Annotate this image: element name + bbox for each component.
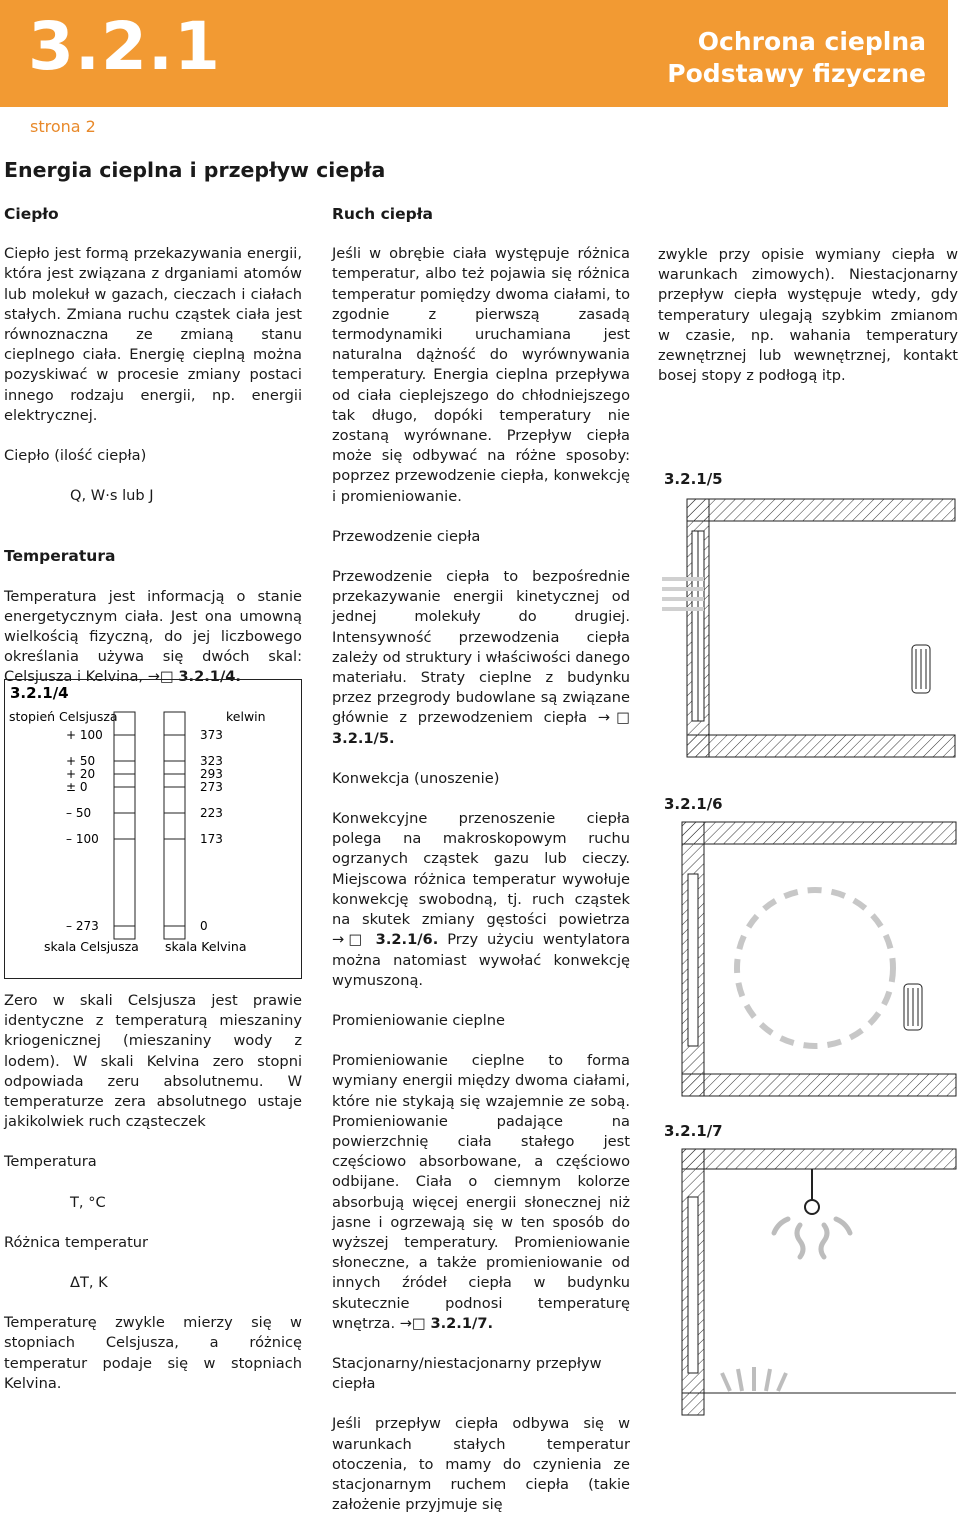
celsius-caption: skala Celsjusza <box>44 939 139 954</box>
sub-promieniowanie: Promieniowanie cieplne <box>332 1011 506 1029</box>
column-1-bottom <box>4 991 302 1394</box>
paragraph-stacjonarny: Jeśli przepływ ciepła odbywa się w warunkach stałych temperatur otoczenia, to mamy do czynienia ze stacjonarnym ruchem ciepła (takie założenie przyjmuje się <box>332 1415 630 1514</box>
kelvin-column <box>164 712 185 939</box>
figure-radiation <box>660 1145 958 1417</box>
cieplo-label: Ciepło (ilość ciepła) <box>4 447 147 465</box>
figure-convection <box>660 818 958 1100</box>
celsius-tick-label: + 100 <box>66 728 103 742</box>
column-1-top <box>4 204 302 688</box>
link-arrow-icon: →□ <box>597 709 630 727</box>
kelvin-tick-label: 223 <box>200 806 223 820</box>
paragraph-zero: Zero w skali Celsjusza jest prawie identyczne z temperaturą mieszaniny kriogenicznej (mieszaniny wody z lodem). W skali Kelvina zero stopni odpowiada zeru absolutnemu. W temperaturze zera absolutnego ustaje jakikolwiek ruch cząsteczek <box>4 992 302 1131</box>
figure-ref-4: 3.2.1/4. <box>178 668 241 686</box>
figure-label: 3.2.1/4 <box>10 684 69 702</box>
celsius-tick-label: – 100 <box>66 832 99 846</box>
figure-7-label: 3.2.1/7 <box>664 1122 723 1140</box>
paragraph-ruch: Jeśli w obrębie ciała występuje różnica temperatur, albo też pojawia się różnica temperatur pomiędzy dwoma ciałami, to zgodnie z pierwszą zasadą termodynamiki uruchamiana jest naturalna dążność do wyrównywania temperatury. Energia cieplna przepływa od ciała cieplejszego do chłodniejszego tak długo, dopóki temperatury nie zostaną wyrównane. Przepływ ciepła może się odbywać na różne sposoby: poprzez przewodzenie ciepła, konwekcję i promieniowanie. <box>332 245 630 505</box>
celsius-tick-label: + 20 <box>66 767 96 781</box>
celsius-tick-label: ± 0 <box>66 780 88 794</box>
celsius-ticks <box>66 728 135 933</box>
figure-6-label: 3.2.1/6 <box>664 795 723 813</box>
celsius-column <box>114 712 135 939</box>
paragraph-cieplo: Ciepło jest formą przekazywania energii, która jest związana z drganiami atomów lub molekuł w gazach, cieczach i ciałach stałych. Zmiana ruchu cząstek ciała jest równoznaczna ze zmianą stanu cieplnego ciała. Energię cieplną można pozyskiwać w procesie zmiany postaci innego rodzaju energii, np. energii elektrycznej. <box>4 245 302 424</box>
heading-ruch-ciepla: Ruch ciepła <box>332 205 433 223</box>
link-arrow-icon: →□ <box>399 1314 426 1332</box>
page-label: strona 2 <box>30 117 96 136</box>
sub-konwekcja: Konwekcja (unoszenie) <box>332 769 500 787</box>
paragraph-konwekcja <box>332 809 630 991</box>
temp-units: T, °C <box>70 1193 106 1211</box>
celsius-tick-label: – 273 <box>66 919 99 933</box>
kelvin-caption: skala Kelvina <box>165 939 247 954</box>
heading-temperatura: Temperatura <box>4 547 116 566</box>
column-2 <box>332 204 630 1515</box>
paragraph-niestacjonarny: zwykle przy opisie wymiany ciepła w warunkach zimowych). Niestacjonarny przepływ ciepła występuje wtedy, gdy temperatury ulegają szybkim zmianom w czasie, np. wahania temperatury zewnętrznej lub wewnętrznej, kontakt bosej stopy z podłogą itp. <box>658 246 958 385</box>
paragraph-promieniowanie <box>332 1051 630 1334</box>
celsius-header: stopień Celsjusza <box>9 709 118 724</box>
kelvin-tick-label: 273 <box>200 780 223 794</box>
link-arrow-icon: →□ <box>147 668 174 686</box>
paragraph-measure: Temperaturę zwykle mierzy się w stopniach Celsjusza, a różnicę temperatur podaje się w stopniach Kelvina. <box>4 1314 302 1392</box>
diff-units: ΔT, K <box>70 1274 108 1292</box>
kelvin-tick-label: 0 <box>200 919 208 933</box>
kelvin-tick-label: 373 <box>200 728 223 742</box>
cieplo-units: Q, W·s lub J <box>70 487 154 505</box>
paragraph-przewodzenie <box>332 567 630 749</box>
figure-temperature-scales <box>4 679 302 979</box>
figure-conduction <box>660 495 958 763</box>
link-arrow-icon: →□ <box>332 931 367 949</box>
kelvin-header: kelwin <box>226 709 266 724</box>
kelvin-tick-label: 173 <box>200 832 223 846</box>
kelvin-tick-label: 293 <box>200 767 223 781</box>
diff-label: Różnica temperatur <box>4 1233 149 1251</box>
paragraph-konwekcja-text: Konwekcyjne przenoszenie ciepła polega na makroskopowym ruchu ogrzanych cząstek gazu lub cieczy. Miejscowa różnica temperatur wywołuje konwekcję swobodną, tj. ruch cząstek na skutek zmiany gęstości powietrza <box>332 810 630 929</box>
figure-5-label: 3.2.1/5 <box>664 470 723 488</box>
paragraph-przewodzenie-text: Przewodzenie ciepła to bezpośrednie przekazywanie energii kinetycznej od jednej molekuły do drugiej. Intensywność przewodzenia ciepła zależy od struktury i właściwości danego materiału. Straty cieplne z budynku przez przegrody budowlane są związane głównie z przewodzeniem ciepła <box>332 568 630 727</box>
sub-stacjonarny: Stacjonarny/niestacjonarny przepływ ciepła <box>332 1354 602 1393</box>
kelvin-ticks <box>164 728 223 933</box>
header-title-line1: Ochrona cieplna <box>697 27 926 56</box>
page-header <box>0 0 948 107</box>
temp-label: Temperatura <box>4 1153 97 1171</box>
figure-ref-7: 3.2.1/7. <box>430 1314 494 1332</box>
paragraph-konwekcja-tail: Przy użyciu wentylatora można natomiast wywołać konwekcję wymuszoną. <box>332 931 631 989</box>
section-number: 3.2.1 <box>28 8 221 85</box>
figure-ref-6: 3.2.1/6. <box>375 931 439 949</box>
sub-przewodzenie: Przewodzenie ciepła <box>332 527 481 545</box>
kelvin-tick-label: 323 <box>200 754 223 768</box>
celsius-tick-label: + 50 <box>66 754 96 768</box>
header-title-line2: Podstawy fizyczne <box>667 59 926 88</box>
figure-ref-5: 3.2.1/5. <box>332 729 395 747</box>
paragraph-promieniowanie-text: Promieniowanie cieplne to forma wymiany energii między dwoma ciałami, które nie stykają się wzajemnie ze sobą. Promieniowanie padające na powierzchnię ciała stałego jest częściowo absorbowane, a częściowo odbijane. Ciała o ciemnym kolorze absorbują więcej energii słonecznej niż jasne i ogrzewają się w ten sposób do wyższej temperatury. Promieniowanie słoneczne, a także promieniowanie od innych źródeł ciepła w budynku skutecznie podnosi temperaturę wnętrza. <box>332 1052 630 1332</box>
heading-cieplo: Ciepło <box>4 205 59 223</box>
celsius-tick-label: – 50 <box>66 806 92 820</box>
paragraph-temperatura <box>4 587 302 688</box>
header-title <box>667 26 926 90</box>
page-title: Energia cieplna i przepływ ciepła <box>4 158 386 182</box>
paragraph-temperatura-text: Temperatura jest informacją o stanie energetycznym ciała. Jest ona umowną wielkością fizyczną, do jej liczbowego określania używa się dwóch skal: Celsjusza i Kelvina, <box>4 587 302 686</box>
